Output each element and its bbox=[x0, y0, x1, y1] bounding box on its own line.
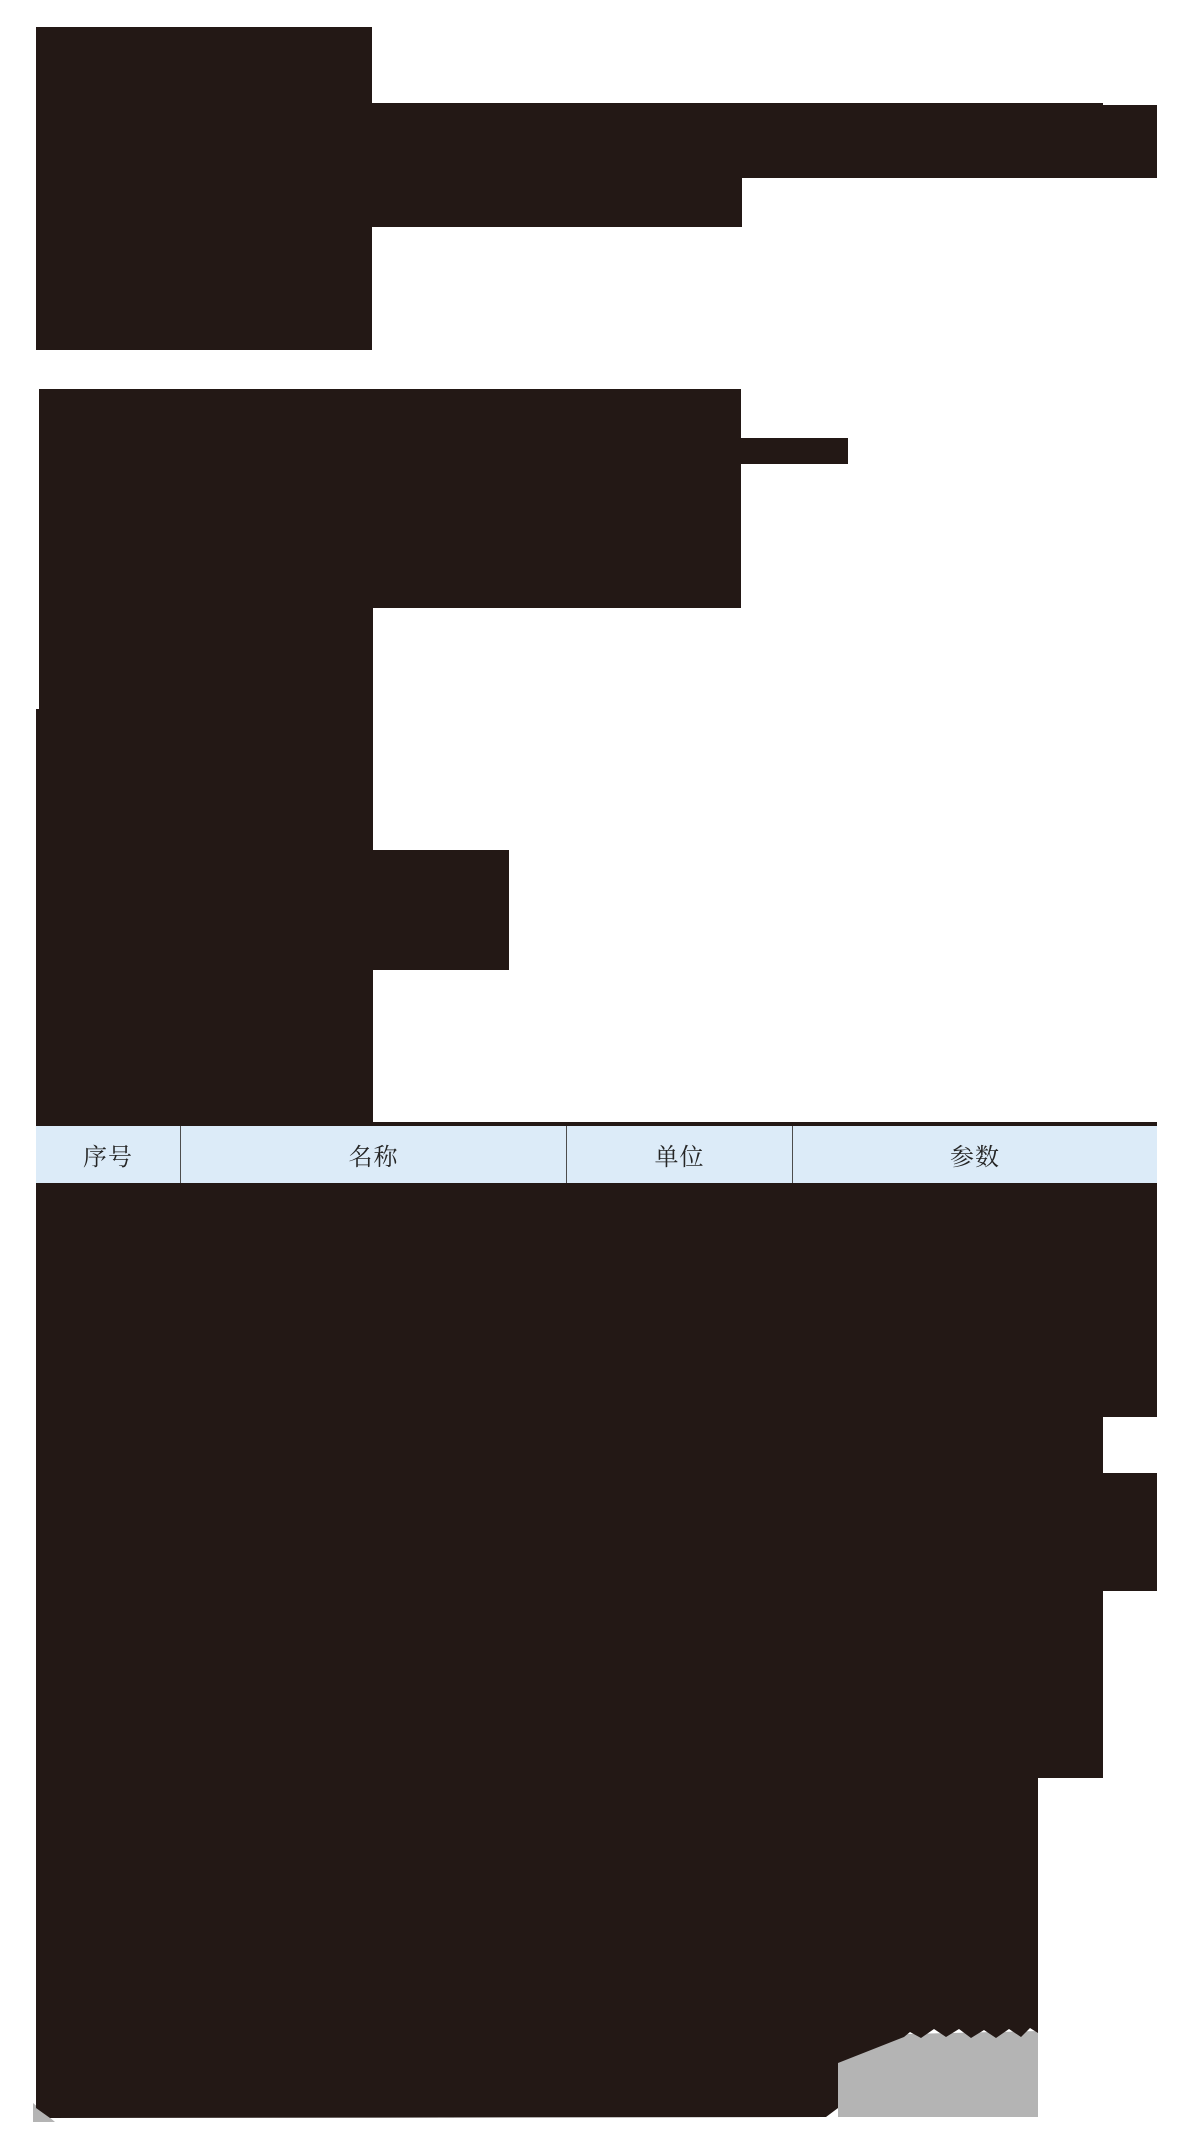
redacted-subtitle-bar bbox=[372, 178, 742, 227]
redacted-table-body bbox=[36, 1183, 1157, 2118]
redacted-title-bar-end bbox=[1103, 105, 1157, 178]
redacted-title-bar bbox=[372, 103, 1103, 178]
col-header-parameter: 参数 bbox=[792, 1126, 1157, 1183]
redacted-text-snippet bbox=[741, 438, 848, 464]
col-header-serial-number: 序号 bbox=[83, 1144, 133, 1171]
col-header-name: 名称 bbox=[180, 1126, 566, 1183]
table-header-row bbox=[36, 1126, 1157, 1183]
redacted-photo-column-lower bbox=[36, 709, 373, 1122]
redacted-photo-column-upper bbox=[39, 389, 373, 709]
col-header-unit: 单位 bbox=[566, 1126, 792, 1183]
redacted-image-block bbox=[36, 27, 372, 350]
table-header bbox=[36, 1122, 1157, 1183]
redacted-paragraph-block bbox=[373, 389, 741, 608]
redacted-caption-block bbox=[373, 850, 509, 970]
